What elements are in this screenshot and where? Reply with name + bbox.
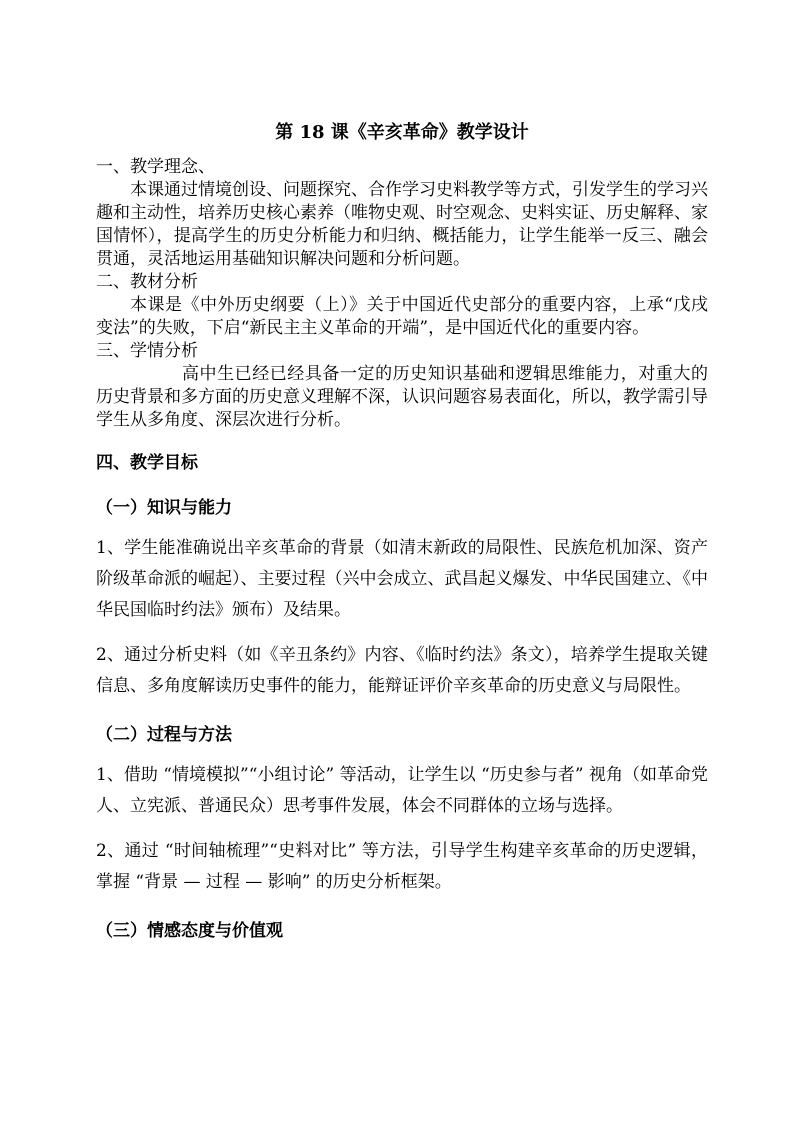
section-heading-teaching-philosophy: 一、教学理念、 [96, 157, 215, 177]
subheading-knowledge-ability: （一）知识与能力 [96, 498, 232, 518]
paragraph-textbook-analysis: 本课是《中外历史纲要（上）》关于中国近代史部分的重要内容，上承“戊戌变法”的失败，下启“新民主主义革命的开端”，是中国近代化的重要内容。 [96, 295, 708, 338]
section-heading-teaching-objectives: 四、教学目标 [96, 453, 198, 473]
paragraph-process-method-2: 2、通过 “时间轴梳理”“史料对比” 等方法，引导学生构建辛亥革命的历史逻辑，掌握 “背景 — 过程 — 影响” 的历史分析框架。 [96, 841, 708, 892]
paragraph-knowledge-ability-1: 1、学生能准确说出辛亥革命的背景（如清末新政的局限性、民族危机加深、资产阶级革命派的崛起）、主要过程（兴中会成立、武昌起义爆发、中华民国建立、《中华民国临时约法》颁布）及结果。 [96, 538, 708, 620]
document-body [96, 118, 708, 943]
paragraph-process-method-1: 1、借助 “情境模拟”“小组讨论” 等活动，让学生以 “历史参与者” 视角（如革命党人、立宪派、普通民众）思考事件发展，体会不同群体的立场与选择。 [96, 765, 708, 816]
subheading-emotion-values: （三）情感态度与价值观 [96, 921, 283, 941]
document-title: 第 18 课《辛亥革命》教学设计 [275, 122, 529, 143]
paragraph-knowledge-ability-2: 2、通过分析史料（如《辛丑条约》内容、《临时约法》条文），培养学生提取关键信息、多角度解读历史事件的能力，能辩证评价辛亥革命的历史意义与局限性。 [96, 645, 708, 696]
section-heading-textbook-analysis: 二、教材分析 [96, 272, 198, 292]
subheading-process-method: （二）过程与方法 [96, 725, 232, 745]
section-heading-learner-analysis: 三、学情分析 [96, 341, 198, 361]
paragraph-teaching-philosophy: 本课通过情境创设、问题探究、合作学习史料教学等方式，引发学生的学习兴趣和主动性，培养历史核心素养（唯物史观、时空观念、史料实证、历史解释、家国情怀），提高学生的历史分析能力和归纳、概括能力，让学生能举一反三、融会贯通，灵活地运用基础知识解决问题和分析问题。 [96, 180, 708, 269]
paragraph-learner-analysis: 高中生已经已经具备一定的历史知识基础和逻辑思维能力，对重大的历史背景和多方面的历史意义理解不深，认识问题容易表面化，所以，教学需引导学生从多角度、深层次进行分析。 [96, 364, 708, 430]
